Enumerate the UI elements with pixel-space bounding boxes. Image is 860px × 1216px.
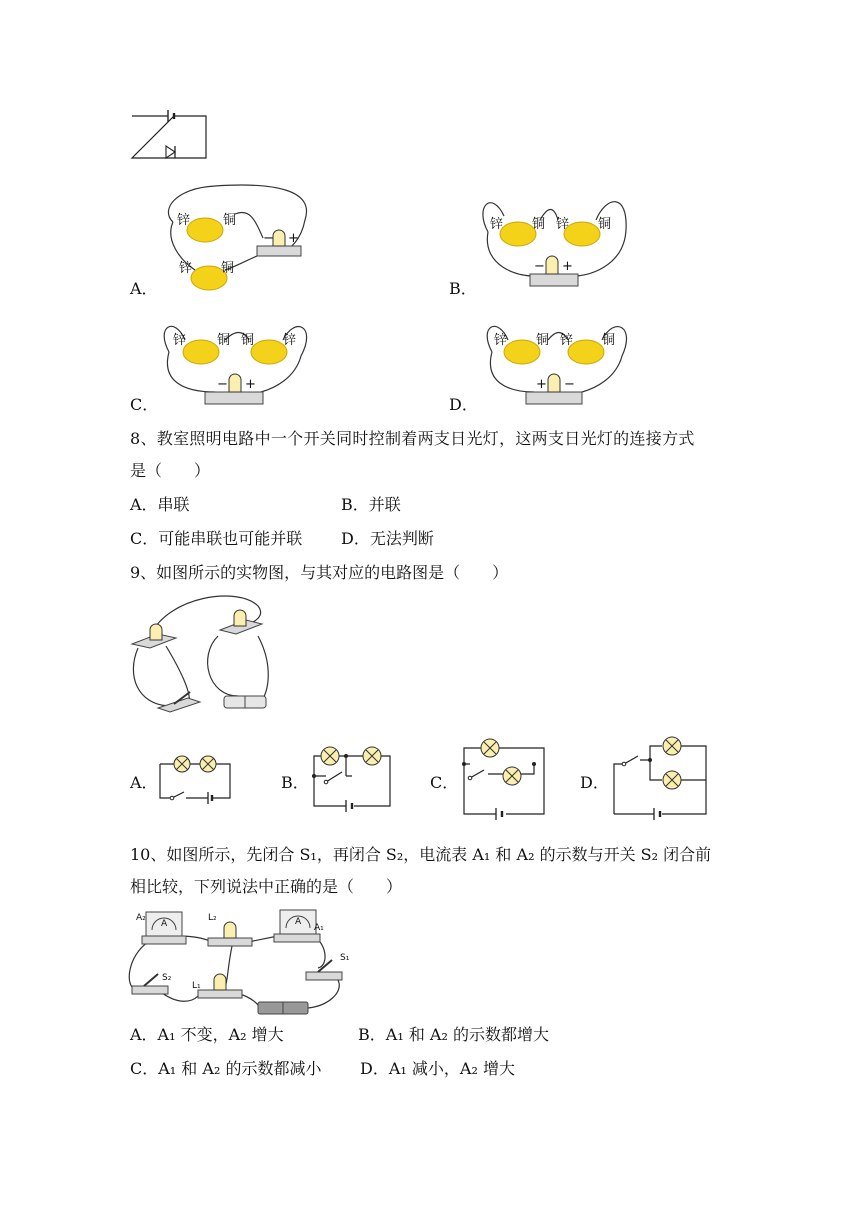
minus-label: −	[534, 259, 545, 274]
lamp-icon	[481, 739, 499, 757]
q10-physical-circuit-figure	[128, 906, 350, 1018]
q9-option-d-circuit[interactable]	[610, 734, 710, 816]
q8-option-b[interactable]: B．并联	[341, 495, 401, 514]
led-icon	[548, 374, 560, 392]
q7-option-d-label[interactable]: D．	[449, 395, 478, 414]
plus-label: +	[288, 231, 299, 246]
lemon-icon	[568, 340, 604, 364]
zinc-label: 锌	[173, 333, 187, 348]
copper-label: 铜	[221, 261, 235, 276]
minus-label: −	[217, 377, 228, 392]
led-base	[530, 274, 578, 286]
bulb-icon	[150, 624, 162, 640]
copper-label: 铜	[241, 333, 255, 348]
copper-label: 铜	[223, 213, 237, 228]
lemon-icon	[504, 340, 540, 364]
lamp-icon	[503, 767, 521, 785]
lamp-icon	[663, 737, 681, 755]
q10-stem-line2: 相比较，下列说法中正确的是（ ）	[130, 877, 403, 896]
bulb-icon	[234, 610, 246, 626]
ammeter-symbol: A	[295, 917, 302, 927]
q7-option-a-label[interactable]: A．	[130, 279, 158, 298]
battery-icon	[258, 1002, 308, 1014]
lemon-icon	[183, 340, 219, 364]
q7-option-b-figure[interactable]	[478, 186, 633, 294]
q9-physical-circuit-figure	[128, 596, 274, 718]
q9-option-c-label[interactable]: C．	[430, 773, 459, 792]
zinc-label: 锌	[494, 333, 508, 348]
lamp-icon	[363, 747, 381, 765]
lemon-icon	[564, 222, 600, 246]
copper-label: 铜	[532, 217, 546, 232]
s2-label: S₂	[162, 973, 172, 983]
q9-option-d-label[interactable]: D．	[580, 773, 609, 792]
q8-stem-line1: 8、教室照明电路中一个开关同时控制着两支日光灯，这两支日光灯的连接方式	[130, 429, 695, 448]
ammeter-symbol: A	[161, 919, 168, 929]
plus-label: +	[536, 377, 547, 392]
q7-option-c-figure[interactable]	[155, 312, 315, 412]
q7-option-d-figure[interactable]	[478, 312, 633, 412]
q10-option-d[interactable]: D．A₁ 减小，A₂ 增大	[360, 1059, 515, 1078]
minus-label: −	[564, 377, 575, 392]
q9-option-a-label[interactable]: A．	[130, 773, 158, 792]
q7-option-a-figure[interactable]	[155, 180, 315, 290]
copper-label: 铜	[217, 333, 231, 348]
copper-label: 铜	[536, 333, 550, 348]
q9-option-b-label[interactable]: B．	[281, 773, 309, 792]
q8-option-c[interactable]: C．可能串联也可能并联	[130, 529, 303, 548]
led-base	[205, 392, 263, 404]
q8-option-d[interactable]: D．无法判断	[341, 529, 434, 548]
zinc-label: 锌	[179, 261, 193, 276]
zinc-label: 锌	[283, 333, 297, 348]
led-icon	[273, 230, 285, 246]
q9-option-c-circuit[interactable]	[460, 734, 548, 816]
led-base	[526, 392, 582, 404]
led-icon	[229, 374, 241, 392]
minus-label: −	[263, 231, 274, 246]
q10-option-a[interactable]: A．A₁ 不变，A₂ 增大	[130, 1025, 284, 1044]
diode-circuit-figure	[128, 100, 210, 162]
copper-label: 铜	[598, 217, 612, 232]
lemon-icon	[500, 222, 536, 246]
a1-label: A₁	[314, 923, 324, 933]
q9-option-b-circuit[interactable]	[306, 740, 396, 810]
a2-label: A₂	[136, 913, 146, 923]
zinc-label: 锌	[490, 217, 504, 232]
q8-stem-line2: 是（ ）	[130, 461, 211, 480]
bulb-l2	[208, 922, 252, 946]
copper-label: 铜	[602, 333, 616, 348]
lamp-icon	[321, 747, 339, 765]
lemon-icon	[251, 340, 287, 364]
lamp-icon	[174, 756, 190, 772]
plus-label: +	[245, 377, 256, 392]
l1-label: L₁	[192, 981, 201, 991]
bulb-l1	[198, 974, 242, 998]
q8-option-a[interactable]: A．串联	[130, 495, 190, 514]
led-icon	[546, 256, 558, 274]
q7-option-c-label[interactable]: C．	[130, 395, 159, 414]
ammeter-a2	[142, 912, 186, 944]
led-base	[257, 246, 301, 256]
s1-label: S₁	[340, 953, 350, 963]
lamp-icon	[200, 756, 216, 772]
zinc-label: 锌	[556, 217, 570, 232]
lemon-icon	[187, 218, 223, 242]
plus-label: +	[562, 259, 573, 274]
l2-label: L₂	[208, 913, 217, 923]
q10-option-c[interactable]: C．A₁ 和 A₂ 的示数都减小	[130, 1059, 322, 1078]
q10-stem-line1: 10、如图所示，先闭合 S₁，再闭合 S₂，电流表 A₁ 和 A₂ 的示数与开关 S₂ 闭合前	[130, 845, 712, 864]
q10-option-b[interactable]: B．A₁ 和 A₂ 的示数都增大	[358, 1025, 549, 1044]
lamp-icon	[663, 771, 681, 789]
zinc-label: 锌	[177, 213, 191, 228]
q9-option-a-circuit[interactable]	[156, 750, 236, 800]
q7-option-b-label[interactable]: B．	[449, 279, 477, 298]
q9-stem: 9、如图所示的实物图，与其对应的电路图是（ ）	[130, 563, 509, 582]
zinc-label: 锌	[560, 333, 574, 348]
